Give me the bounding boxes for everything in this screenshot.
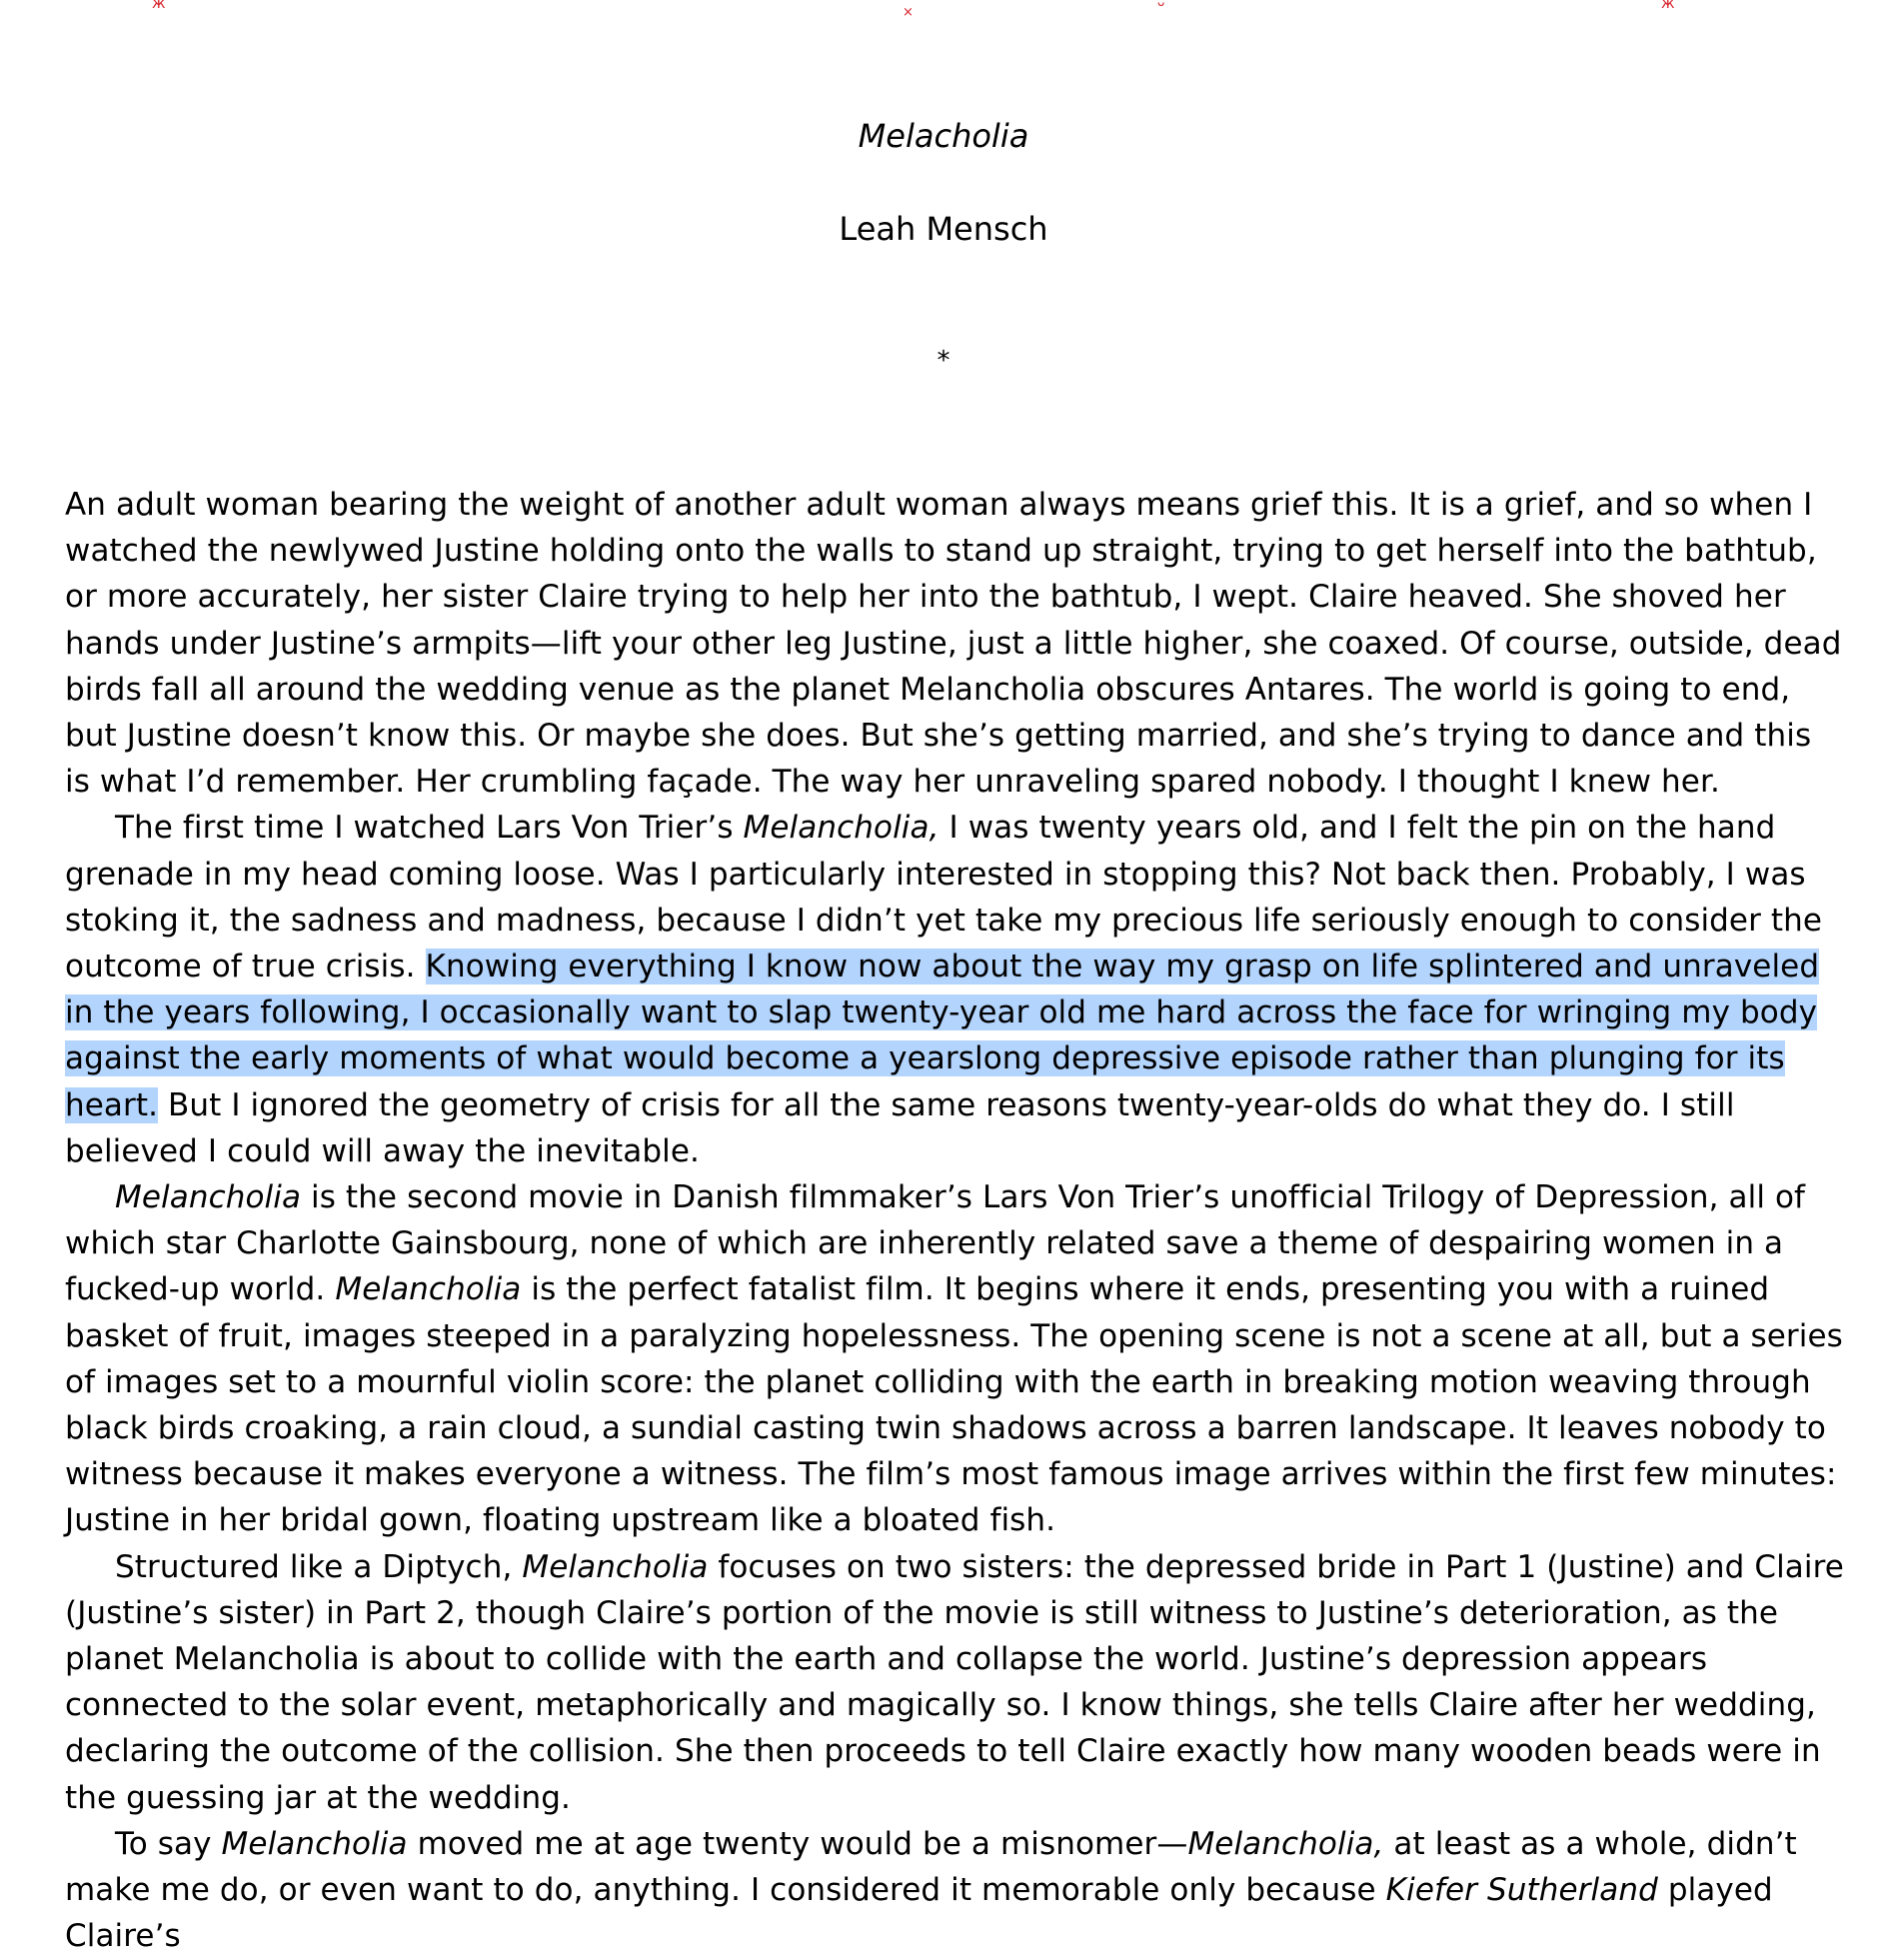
text-selection-highlight[interactable]: Knowing everything I know now about the way my grasp on life splintered and unraveled in the years following, I occasionally want to slap twenty-year old me hard across the face for wringing my body against the early moments of what would become a yearslong depressive episode rather than plunging for its heart.	[65, 949, 1820, 1123]
document-title: Melacholia	[858, 117, 1029, 155]
paragraph-5	[65, 1821, 1844, 1960]
article-body	[65, 482, 1844, 1960]
paragraph-3	[65, 1174, 1844, 1544]
paragraph-2	[65, 805, 1844, 1174]
ornament-center-right: ᴗ	[1157, 0, 1165, 9]
film-title-italic: Melancholia	[335, 1271, 522, 1308]
paragraph-1: An adult woman bearing the weight of another adult woman always means grief this. It is a grief, and so when I watched the newlywed Justine holding onto the walls to stand up straight, trying to get herself into the bathtub, or more accurately, her sister Claire trying to help her into the bathtub, I wept. Claire heaved. She shoved her hands under Justine’s armpits—lift your other leg Justine, just a little higher, she coaxed. Of course, outside, dead birds fall all around the wedding venue as the planet Melancholia obscures Antares. The world is going to end, but Justine doesn’t know this. Or maybe she does. But she’s getting married, and she’s trying to dance and this is what I’d remember. Her crumbling façade. The way her unraveling spared nobody. I thought I knew her.	[65, 487, 1842, 801]
film-title-italic: Melancholia	[221, 1825, 408, 1862]
paragraph-2-text-1: The first time I watched Lars Von Trier’s	[115, 810, 744, 847]
ornament-left: ж	[152, 0, 166, 12]
film-title-italic: Melancholia	[115, 1179, 302, 1216]
paragraph-5-text-2: moved me at age twenty would be a misnomer—	[407, 1825, 1188, 1862]
ornament-center-left: ×	[903, 5, 914, 20]
paragraph-5-text-4: played Claire’s	[65, 1872, 1773, 1955]
paragraph-5-text-1: To say	[115, 1825, 222, 1862]
paragraph-4-text-1: Structured like a Diptych,	[115, 1548, 523, 1585]
ornament-right: ж	[1661, 0, 1675, 12]
document-author: Leah Mensch	[839, 210, 1048, 248]
paragraph-2-text-2: I was twenty years old, and I felt the pin on the hand grenade in my head coming loose. Was I particularly interested in stopping this? Not back then. Probably, I was stoking it, the sadness and madness, because I didn’t yet take my precious life seriously enough to consider the outcome of true crisis.	[65, 810, 1823, 985]
film-title-italic: Melancholia,	[743, 810, 940, 847]
paragraph-4-text-2: focuses on two sisters: the depressed bride in Part 1 (Justine) and Claire (Justine’s sister) in Part 2, though Claire’s portion of the movie is still witness to Justine’s deterioration, as the planet Melancholia is about to collide with the earth and collapse the world. Justine’s depression appears connected to the solar event, metaphorically and magically so. I know things, she tells Claire after her wedding, declaring the outcome of the collision. She then proceeds to tell Claire exactly how many wooden beads were in the guessing jar at the wedding.	[65, 1548, 1844, 1816]
paragraph-3-text-2: is the perfect fatalist film. It begins where it ends, presenting you with a ruined basket of fruit, images steeped in a paralyzing hopelessness. The opening scene is not a scene at all, but a series of images set to a mournful violin score: the planet colliding with the earth in breaking motion weaving through black birds croaking, a rain cloud, a sundial casting twin shadows across a barren landscape. It leaves nobody to witness because it makes everyone a witness. The film’s most famous image arrives within the first few minutes: Justine in her bridal gown, floating upstream like a bloated fish.	[65, 1271, 1843, 1539]
paragraph-5-text-3: at least as a whole, didn’t make me do, or even want to do, anything. I considered it memorable only because	[65, 1825, 1797, 1909]
paragraph-4	[65, 1544, 1844, 1821]
film-title-italic: Melancholia,	[1187, 1825, 1384, 1862]
section-divider: *	[937, 346, 950, 376]
actor-name-italic: Kiefer Sutherland	[1385, 1872, 1658, 1909]
paragraph-3-text-1: is the second movie in Danish filmmaker’s Lars Von Trier’s unofficial Trilogy of Depression, all of which star Charlotte Gainsbourg, none of which are inherently related save a theme of despairing women in a fucked-up world.	[65, 1179, 1806, 1308]
paragraph-2-text-3: But I ignored the geometry of crisis for all the same reasons twenty-year-olds do what they do. I still believed I could will away the inevitable.	[65, 1086, 1735, 1169]
film-title-italic: Melancholia	[522, 1548, 709, 1585]
